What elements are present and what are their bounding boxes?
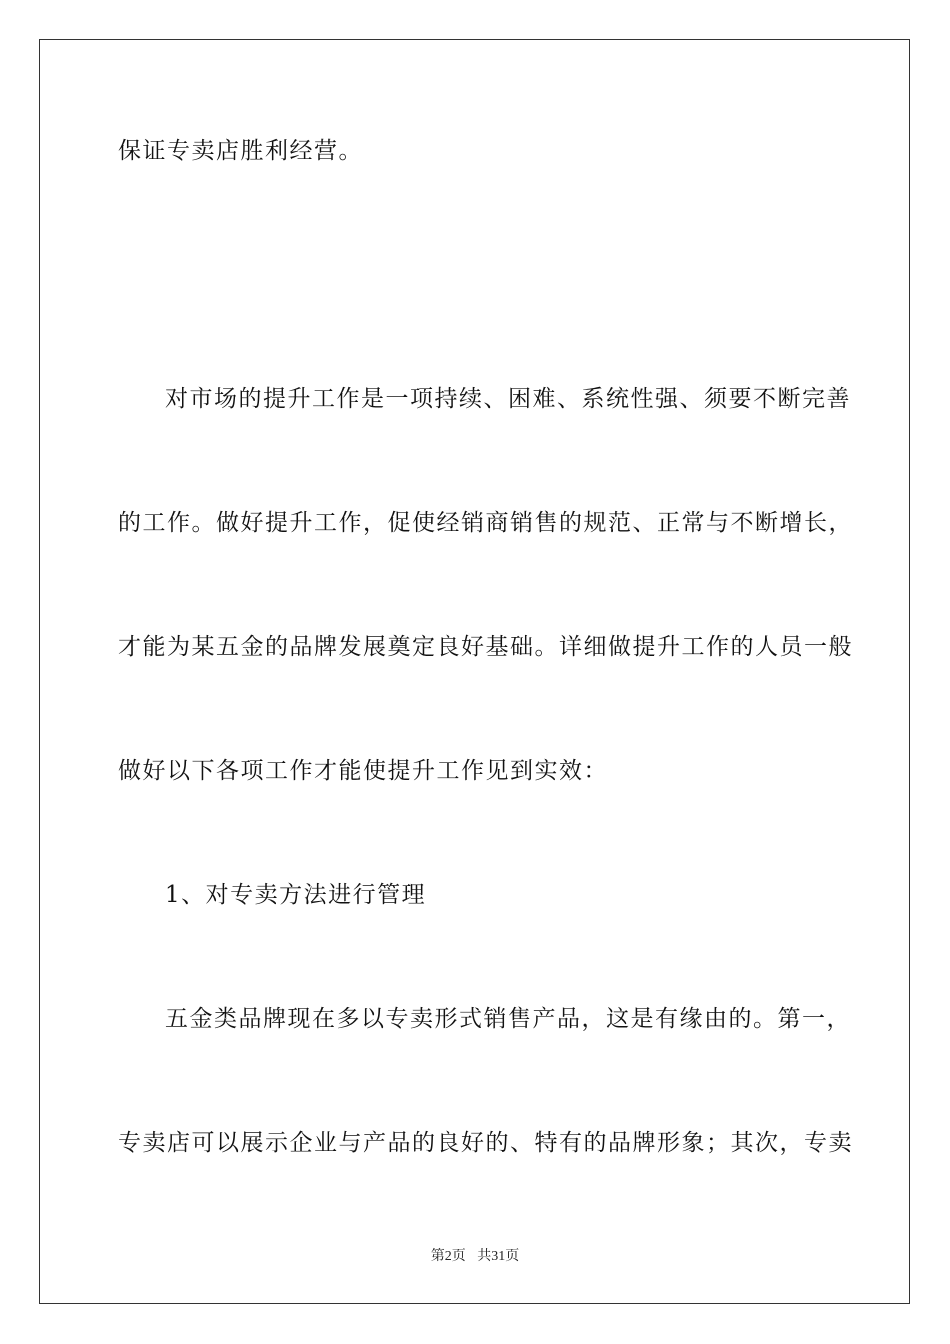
page-border (39, 39, 910, 1304)
page-number: 第2页 (430, 1249, 466, 1264)
paragraph-1-line-1: 对市场的提升工作是一项持续、困难、系统性强、须要不断完善 (165, 386, 851, 412)
paragraph-2-line-1: 五金类品牌现在多以专卖形式销售产品，这是有缘由的。第一， (165, 1006, 851, 1032)
paragraph-1-line-3: 才能为某五金的品牌发展奠定良好基础。详细做提升工作的人员一般 (118, 634, 853, 660)
section-heading: 1、对专卖方法进行管理 (165, 882, 427, 908)
page-footer (0, 1245, 950, 1265)
paragraph-2-line-2: 专卖店可以展示企业与产品的良好的、特有的品牌形象；其次，专卖 (118, 1130, 853, 1156)
page-total: 共31页 (477, 1249, 520, 1264)
paragraph-1-line-4: 做好以下各项工作才能使提升工作见到实效： (118, 758, 608, 784)
paragraph-1-line-2: 的工作。做好提升工作，促使经销商销售的规范、正常与不断增长， (118, 510, 853, 536)
text-line-1: 保证专卖店胜利经营。 (118, 138, 363, 164)
